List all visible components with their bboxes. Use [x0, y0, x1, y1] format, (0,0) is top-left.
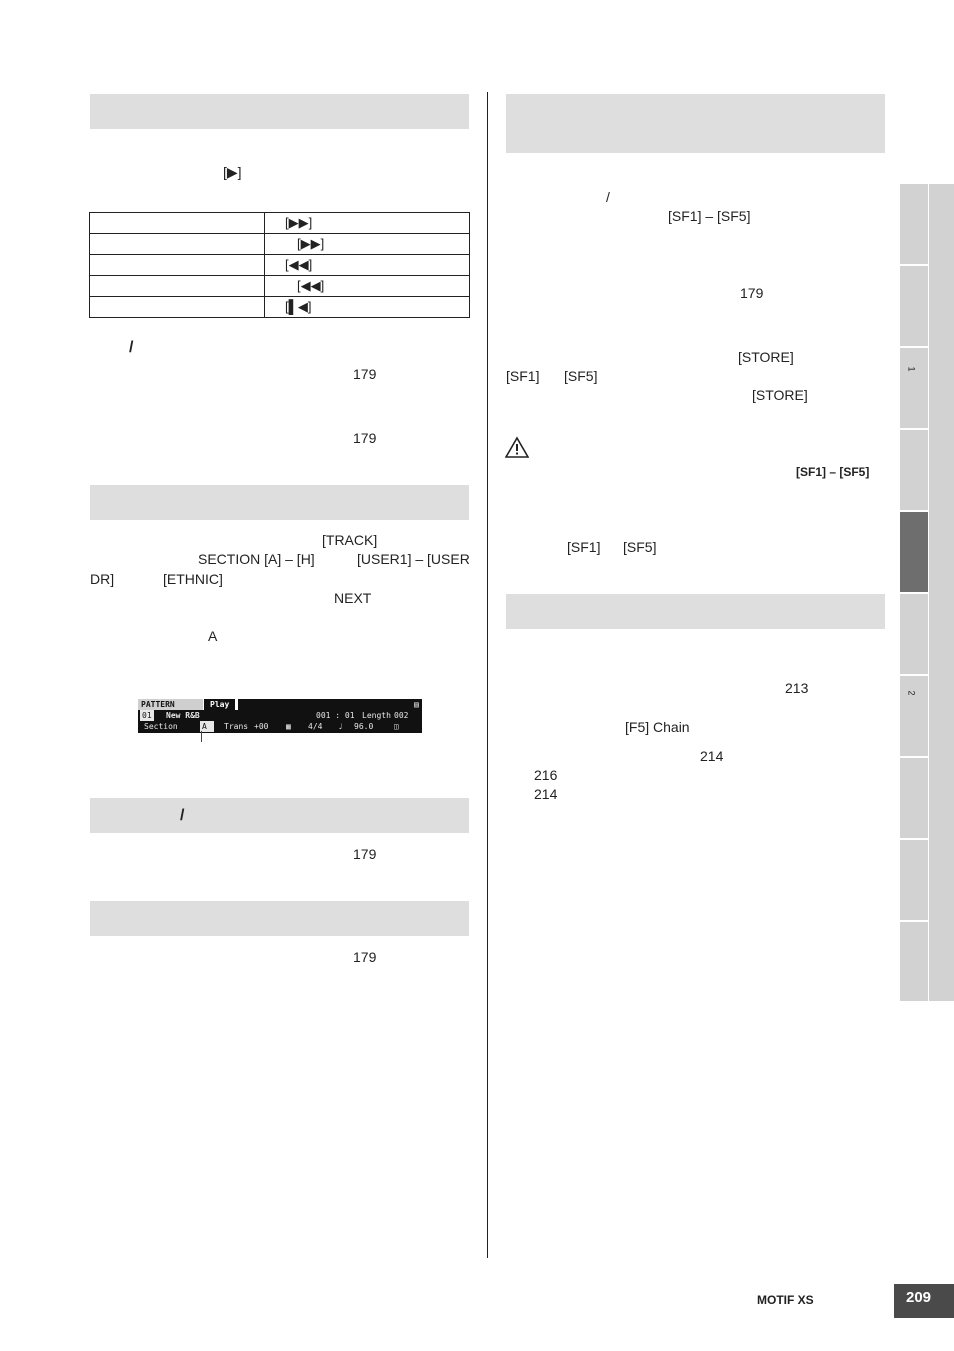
section-header-mute	[90, 798, 469, 833]
warning-icon	[505, 436, 529, 458]
chapter-tab[interactable]	[900, 266, 928, 346]
chapter-tab[interactable]	[900, 922, 928, 1001]
chain-button-label: [F5] Chain	[625, 719, 690, 735]
lcd-tempo: 96.0	[354, 722, 374, 731]
page-ref: 179	[353, 846, 377, 862]
section-range-label: SECTION [A] – [H]	[198, 551, 315, 567]
page-ref: 216	[534, 767, 558, 783]
note-icon: ♩	[338, 722, 343, 731]
page-ref: 179	[353, 430, 377, 446]
lcd-length-label: Length	[362, 711, 391, 720]
menu-icon: ▤	[414, 700, 419, 709]
slash-mark: /	[606, 189, 610, 205]
page-ref: 179	[353, 949, 377, 965]
lcd-status-row	[138, 721, 422, 732]
table-row	[90, 255, 470, 276]
chapter-tab[interactable]	[900, 758, 928, 838]
page-ref: 179	[353, 366, 377, 382]
table-row	[90, 234, 470, 255]
key-rewind: [◀◀]	[265, 255, 470, 276]
lcd-mode-name: Play	[204, 699, 235, 710]
dr-label: DR]	[90, 571, 115, 587]
lcd-trans-label: Trans	[224, 722, 249, 731]
lcd-section-value: A	[200, 721, 214, 732]
keyboard-icon: ◫	[394, 722, 399, 731]
lcd-position: 001 : 01	[316, 711, 355, 720]
section-header-section	[90, 485, 469, 520]
play-key: [▶]	[223, 164, 242, 180]
chapter-tab-active[interactable]	[900, 512, 928, 592]
slash-mark: /	[129, 339, 134, 356]
key-top: [▌◀]	[265, 297, 470, 318]
page-ref: 214	[534, 786, 558, 802]
section-header-chain	[506, 594, 885, 629]
page-ref: 214	[700, 748, 724, 764]
sf5-label: [SF5]	[623, 539, 657, 555]
section-header-scene	[506, 94, 885, 153]
page-ref: 179	[740, 285, 764, 301]
lcd-length-value: 002	[394, 711, 409, 720]
table-row	[90, 276, 470, 297]
slash-mark: /	[180, 807, 185, 824]
table-row	[90, 297, 470, 318]
key-table	[89, 212, 470, 318]
lcd-pattern-name: New R&B	[166, 711, 200, 720]
ethnic-label: [ETHNIC]	[163, 571, 223, 587]
key-rewind-hold: [◀◀]	[265, 276, 470, 297]
side-strip	[929, 184, 954, 1001]
user-range-label: [USER1] – [USER	[357, 551, 470, 567]
section-letter: A	[208, 628, 218, 644]
section-header-play	[90, 94, 469, 129]
lcd-pattern-number: 01	[142, 711, 152, 720]
chapter-tab-2[interactable]: 2	[900, 676, 928, 756]
key-fast-forward-hold: [▶▶]	[265, 234, 470, 255]
sf-range-label: [SF1] – [SF5]	[668, 208, 751, 224]
sf-range-bold: [SF1] – [SF5]	[796, 465, 870, 479]
lcd-section-label: Section	[144, 722, 178, 731]
store-button-label: [STORE]	[752, 387, 808, 403]
lcd-pattern-row	[138, 710, 422, 721]
chapter-tab[interactable]	[900, 594, 928, 674]
lcd-title-row	[138, 699, 422, 710]
table-row	[90, 213, 470, 234]
product-name: MOTIF XS	[757, 1293, 814, 1307]
chapter-tab-1[interactable]: 1	[900, 348, 928, 428]
next-label: NEXT	[334, 590, 372, 606]
chapter-tab[interactable]	[900, 430, 928, 510]
pattern-play-screen	[138, 699, 422, 733]
sf1-label: [SF1]	[567, 539, 601, 555]
chapter-tabs	[900, 184, 954, 1001]
chapter-tab[interactable]	[900, 840, 928, 920]
sf1-label: [SF1]	[506, 368, 540, 384]
lcd-meter: 4/4	[308, 722, 323, 731]
meter-icon: ▦	[286, 722, 291, 731]
lcd-trans-value: +00	[254, 722, 269, 731]
sf5-label: [SF5]	[564, 368, 598, 384]
chapter-tab[interactable]	[900, 184, 928, 264]
page-ref: 213	[785, 680, 809, 696]
page-number: 209	[894, 1284, 954, 1318]
store-button-label: [STORE]	[738, 349, 794, 365]
lcd-mode-tag: PATTERN	[138, 699, 203, 710]
key-fast-forward: [▶▶]	[265, 213, 470, 234]
section-header-tempo	[90, 901, 469, 936]
column-divider	[487, 92, 488, 1258]
track-button-label: [TRACK]	[322, 532, 378, 548]
callout-line	[201, 731, 202, 742]
